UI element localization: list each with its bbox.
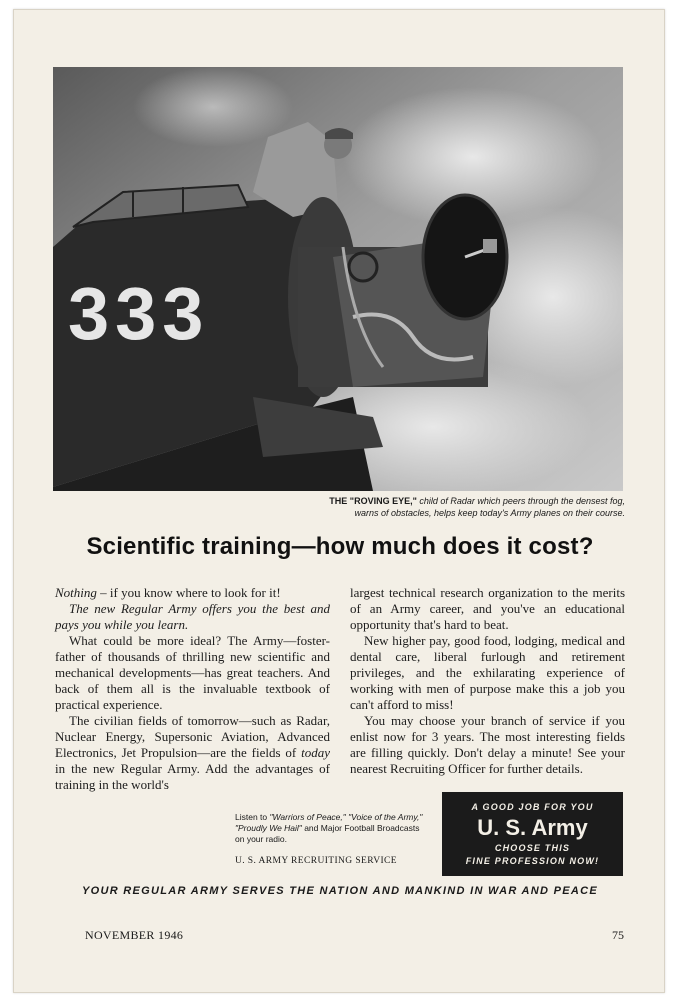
caption-line1: child of Radar which peers through the densest fog, [419,496,625,506]
slogan: YOUR REGULAR ARMY SERVES THE NATION AND MANKIND IN WAR AND PEACE [81,885,599,897]
radar-photo [53,67,623,491]
fuselage-number: 333 [68,272,210,355]
army-box-line2: FINE PROFESSION NOW! [465,856,600,866]
radio-suffix: and Major Football Broadcasts on your radio. [235,823,420,844]
left-p1-italic: Nothing [55,585,97,600]
page-number: 75 [612,928,624,942]
radio-prefix: Listen to [235,812,268,822]
left-p4 [55,713,330,793]
caption-lead: THE "ROVING EYE," [329,496,417,506]
left-column [55,585,330,793]
left-p4-b: in the new Regular Army. Add the advantages of training in the world's [55,761,330,792]
army-box-top: A GOOD JOB FOR YOU [471,802,594,812]
left-p3: What could be more ideal? The Army—foster-father of thousands of thrilling new scientific and mechanical developments—has great teachers. And back of them all is the invaluable textbook of practical experience. [55,633,330,712]
photo-caption [240,495,625,519]
left-p2 [55,601,330,633]
footer-date: NOVEMBER 1946 [85,928,184,942]
left-p1 [55,585,330,601]
army-box-title: U. S. Army [477,815,588,840]
army-box-line1: CHOOSE THIS [494,843,571,853]
right-p3: You may choose your branch of service if you enlist now for 3 years. The most interesting fields are filling quickly. Don't delay a minute! See your nearest Recruiting Officer for further details. [350,713,625,776]
left-p2-text: The new Regular Army offers you the best and pays you while you learn. [55,601,330,632]
right-p1: largest technical research organization to the merits of an Army career, and you've an educational opportunity that's hard to beat. [350,585,625,632]
army-logo-box [442,792,623,876]
left-p4-italic: today [301,745,330,760]
radio-programs: "Warriors of Peace," "Voice of the Army," "Proudly We Hail" [235,812,423,833]
radar-dish-on-bomber-nose-photo [53,67,623,491]
radio-listing [235,812,425,845]
left-p4-a: The civilian fields of tomorrow—such as Radar, Nuclear Energy, Supersonic Aviation, Advanced Electronics, Jet Propulsion—are the fields of [55,713,330,760]
recruiting-service: U. S. ARMY RECRUITING SERVICE [235,856,397,866]
right-p2: New higher pay, good food, lodging, medical and dental care, liberal furlough and retirement privileges, and the exhilarating experience of working with men of purpose make this a job you can't afford to miss! [350,633,625,712]
headline: Scientific training—how much does it cost? [86,533,594,560]
right-column [350,585,625,777]
left-p1-rest: – if you know where to look for it! [96,585,281,600]
caption-line2: warns of obstacles, helps keep today's Army planes on their course. [354,508,625,518]
